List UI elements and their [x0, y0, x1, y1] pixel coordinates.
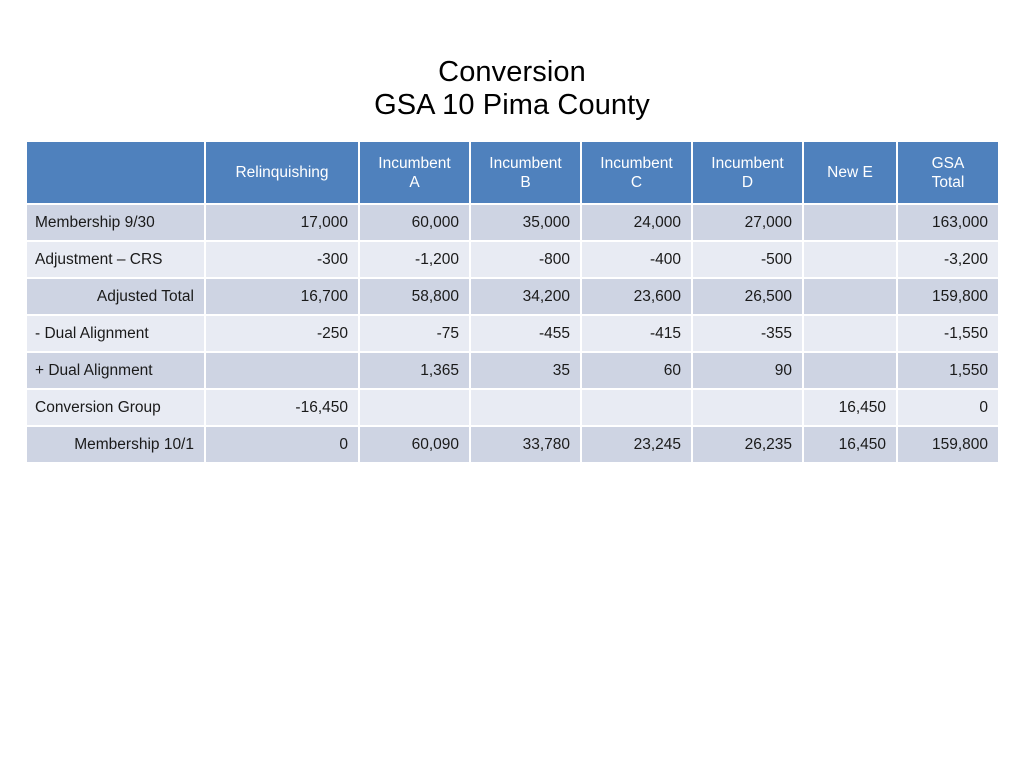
cell-relinquishing: -250 — [205, 315, 359, 352]
column-header-incumbent-d-line-2: D — [741, 173, 754, 191]
column-header-incumbent-d-line-1: Incumbent — [711, 154, 784, 172]
cell-gsa-total: -1,550 — [897, 315, 998, 352]
cell-relinquishing: 17,000 — [205, 204, 359, 241]
row-label: Membership 10/1 — [27, 426, 205, 462]
column-header-incumbent-a-line-1: Incumbent — [378, 154, 451, 172]
table-row — [27, 426, 998, 462]
column-header-new-e-line-1: New E — [827, 164, 873, 181]
table-row — [27, 389, 998, 426]
cell-gsa-total: -3,200 — [897, 241, 998, 278]
column-header-gsa-total[interactable] — [897, 142, 998, 204]
table-header — [27, 142, 998, 204]
row-label: - Dual Alignment — [27, 315, 205, 352]
column-header-incumbent-a-line-2: A — [409, 173, 420, 191]
cell-relinquishing: -300 — [205, 241, 359, 278]
row-label: + Dual Alignment — [27, 352, 205, 389]
cell-new-e — [803, 352, 897, 389]
cell-relinquishing: 16,700 — [205, 278, 359, 315]
cell-incumbent-a: 58,800 — [359, 278, 470, 315]
slide-title-line-2: GSA 10 Pima County — [374, 89, 650, 121]
column-header-incumbent-b-line-1: Incumbent — [489, 154, 562, 172]
cell-incumbent-a — [359, 389, 470, 426]
column-header-incumbent-b-line-2: B — [520, 173, 531, 191]
column-header-incumbent-c[interactable] — [581, 142, 692, 204]
cell-incumbent-a: -1,200 — [359, 241, 470, 278]
cell-new-e — [803, 204, 897, 241]
table-header-row — [27, 142, 998, 204]
cell-incumbent-b: 33,780 — [470, 426, 581, 462]
cell-incumbent-d — [692, 389, 803, 426]
cell-incumbent-a: 60,090 — [359, 426, 470, 462]
column-header-gsa-total-line-1: GSA — [931, 154, 965, 172]
conversion-table-container — [27, 142, 998, 462]
column-header-blank[interactable] — [27, 142, 205, 204]
cell-gsa-total: 159,800 — [897, 278, 998, 315]
column-header-incumbent-b[interactable] — [470, 142, 581, 204]
cell-new-e: 16,450 — [803, 426, 897, 462]
row-label: Adjusted Total — [27, 278, 205, 315]
cell-incumbent-c: -415 — [581, 315, 692, 352]
cell-relinquishing: 0 — [205, 426, 359, 462]
cell-incumbent-d: -355 — [692, 315, 803, 352]
cell-incumbent-d: 27,000 — [692, 204, 803, 241]
table-body — [27, 204, 998, 462]
cell-incumbent-d: -500 — [692, 241, 803, 278]
cell-incumbent-d: 26,235 — [692, 426, 803, 462]
row-label: Adjustment – CRS — [27, 241, 205, 278]
table-row — [27, 352, 998, 389]
column-header-incumbent-c-line-2: C — [630, 173, 643, 191]
cell-gsa-total: 0 — [897, 389, 998, 426]
cell-incumbent-a: 60,000 — [359, 204, 470, 241]
slide-title — [0, 56, 1024, 122]
row-label: Membership 9/30 — [27, 204, 205, 241]
cell-incumbent-c: 23,600 — [581, 278, 692, 315]
cell-relinquishing: -16,450 — [205, 389, 359, 426]
cell-incumbent-c: 23,245 — [581, 426, 692, 462]
cell-incumbent-a: 1,365 — [359, 352, 470, 389]
slide-title-line-1: Conversion — [438, 56, 586, 88]
cell-relinquishing — [205, 352, 359, 389]
cell-incumbent-c: -400 — [581, 241, 692, 278]
cell-incumbent-c: 60 — [581, 352, 692, 389]
cell-new-e — [803, 241, 897, 278]
cell-gsa-total: 163,000 — [897, 204, 998, 241]
cell-gsa-total: 159,800 — [897, 426, 998, 462]
column-header-relinquishing[interactable] — [205, 142, 359, 204]
cell-incumbent-b: -800 — [470, 241, 581, 278]
cell-gsa-total: 1,550 — [897, 352, 998, 389]
row-label: Conversion Group — [27, 389, 205, 426]
column-header-incumbent-c-line-1: Incumbent — [600, 154, 673, 172]
table-row — [27, 241, 998, 278]
cell-incumbent-a: -75 — [359, 315, 470, 352]
conversion-table — [27, 142, 998, 462]
column-header-gsa-total-line-2: Total — [931, 173, 965, 191]
cell-incumbent-b: 35,000 — [470, 204, 581, 241]
cell-incumbent-d: 90 — [692, 352, 803, 389]
cell-incumbent-b — [470, 389, 581, 426]
column-header-incumbent-a[interactable] — [359, 142, 470, 204]
table-row — [27, 278, 998, 315]
cell-incumbent-c: 24,000 — [581, 204, 692, 241]
cell-new-e — [803, 315, 897, 352]
cell-new-e: 16,450 — [803, 389, 897, 426]
cell-incumbent-b: -455 — [470, 315, 581, 352]
column-header-relinquishing-line-1: Relinquishing — [235, 164, 329, 181]
cell-incumbent-b: 35 — [470, 352, 581, 389]
cell-incumbent-c — [581, 389, 692, 426]
column-header-incumbent-d[interactable] — [692, 142, 803, 204]
cell-new-e — [803, 278, 897, 315]
column-header-new-e[interactable] — [803, 142, 897, 204]
table-row — [27, 315, 998, 352]
cell-incumbent-b: 34,200 — [470, 278, 581, 315]
cell-incumbent-d: 26,500 — [692, 278, 803, 315]
table-row — [27, 204, 998, 241]
